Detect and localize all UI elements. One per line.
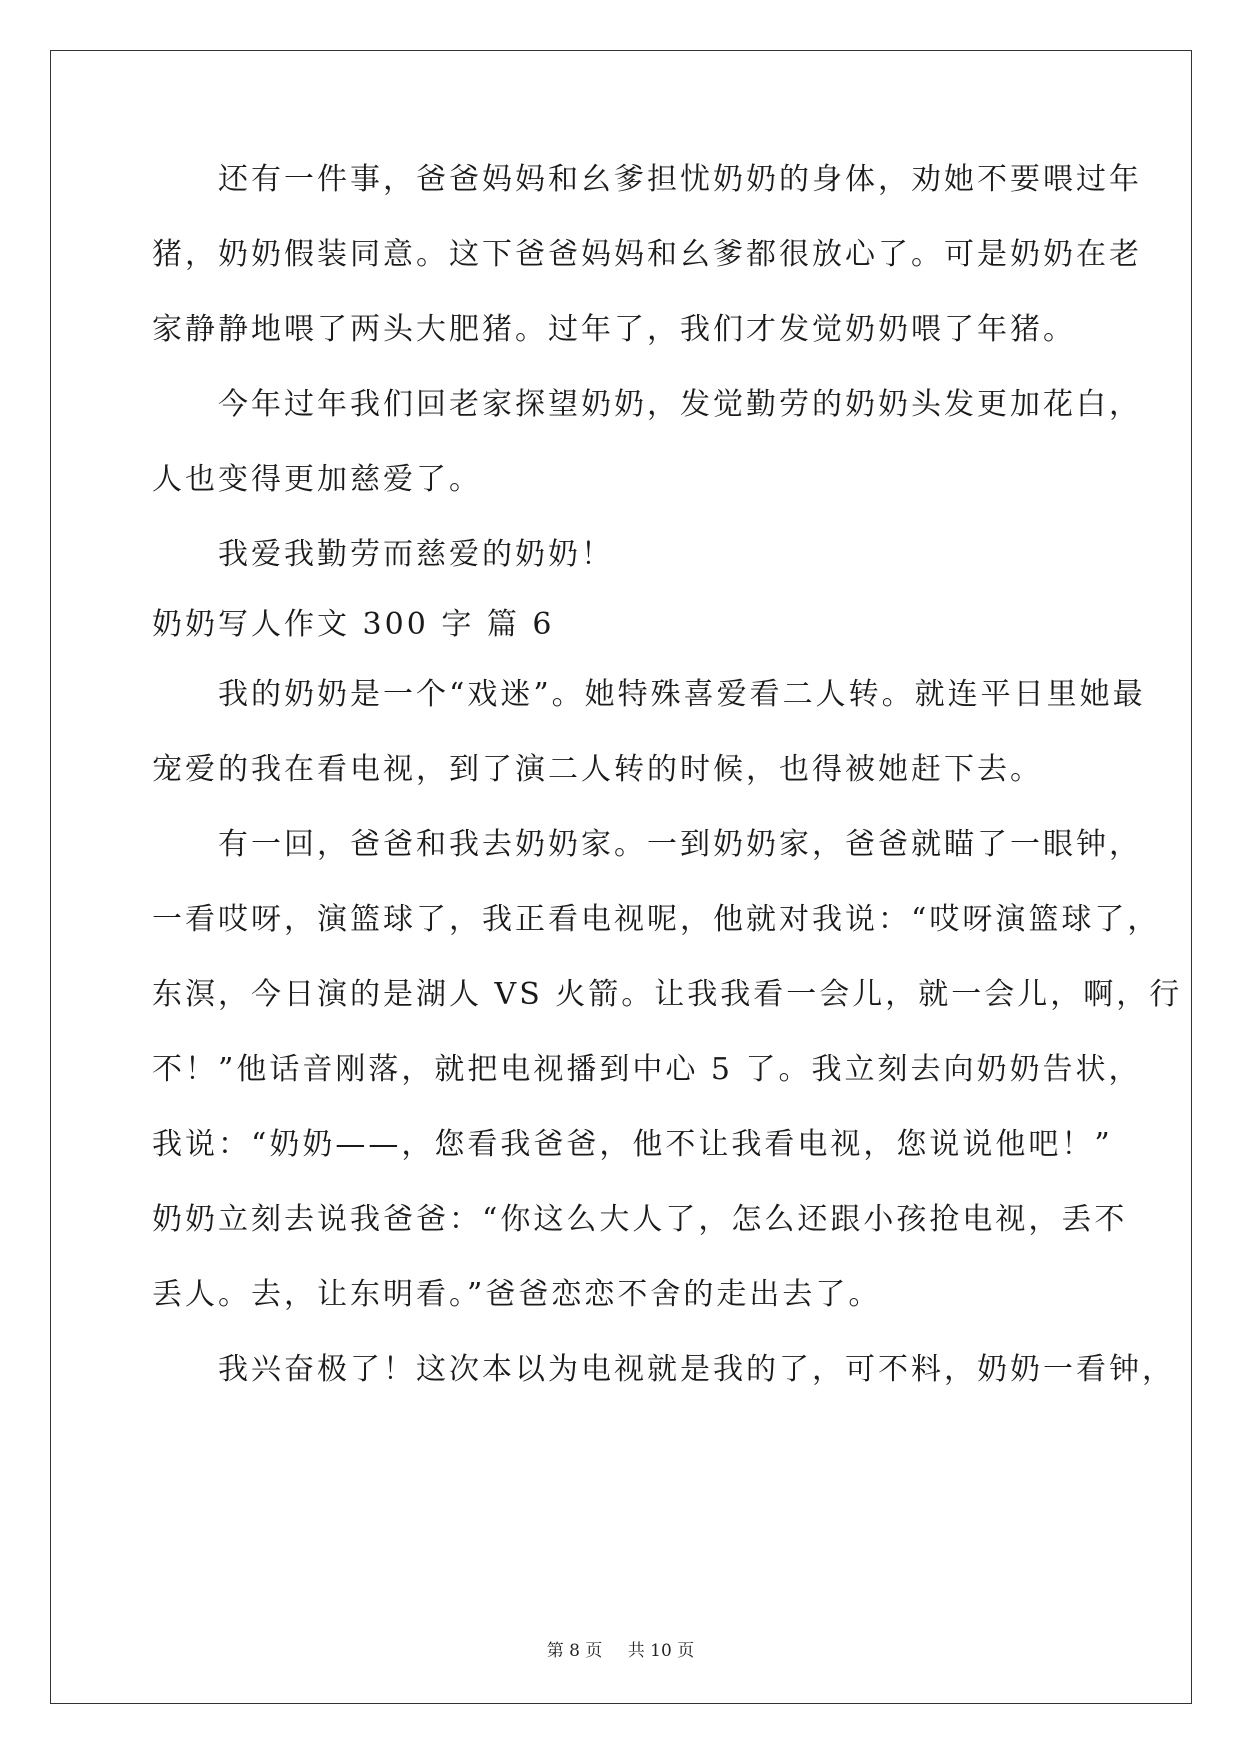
- text-line: 今年过年我们回老家探望奶奶，发觉勤劳的奶奶头发更加花白，: [152, 387, 1142, 422]
- text-line: 还有一件事，爸爸妈妈和幺爹担忧奶奶的身体，劝她不要喂过年: [152, 162, 1142, 197]
- text-line: 宠爱的我在看电视，到了演二人转的时候，也得被她赶下去。: [152, 752, 1043, 787]
- text-line: 我兴奋极了！这次本以为电视就是我的了，可不料，奶奶一看钟，: [152, 1352, 1175, 1387]
- text-line: 丢人。去，让东明看。”爸爸恋恋不舍的走出去了。: [152, 1277, 882, 1312]
- text-line: 一看哎呀，演篮球了，我正看电视呢，他就对我说：“哎呀演篮球了，: [152, 902, 1161, 937]
- text-line: 我爱我勤劳而慈爱的奶奶！: [152, 537, 614, 572]
- text-line: 人也变得更加慈爱了。: [152, 462, 482, 497]
- page-total: 共 10 页: [627, 1641, 695, 1661]
- text-line: 猪，奶奶假装同意。这下爸爸妈妈和幺爹都很放心了。可是奶奶在老: [152, 237, 1142, 272]
- text-line: 东溟，今日演的是湖人 VS 火箭。让我我看一会儿，就一会儿，啊，行: [152, 977, 1183, 1012]
- text-line: 奶奶立刻去说我爸爸：“你这么大人了，怎么还跟小孩抢电视，丢不: [152, 1202, 1128, 1237]
- page-footer: [0, 1636, 1241, 1661]
- text-line: 有一回，爸爸和我去奶奶家。一到奶奶家，爸爸就瞄了一眼钟，: [152, 827, 1142, 862]
- page-number: 第 8 页: [546, 1641, 603, 1661]
- text-line: 我的奶奶是一个“戏迷”。她特殊喜爱看二人转。就连平日里她最: [152, 677, 1146, 712]
- page-border: [50, 50, 1192, 1704]
- section-heading: 奶奶写人作文 300 字 篇 6: [152, 607, 555, 642]
- text-line: 不！”他话音刚落，就把电视播到中心 5 了。我立刻去向奶奶告状，: [152, 1052, 1142, 1087]
- text-line: 家静静地喂了两头大肥猪。过年了，我们才发觉奶奶喂了年猪。: [152, 312, 1076, 347]
- text-line: 我说：“奶奶——，您看我爸爸，他不让我看电视，您说说他吧！”: [152, 1127, 1113, 1162]
